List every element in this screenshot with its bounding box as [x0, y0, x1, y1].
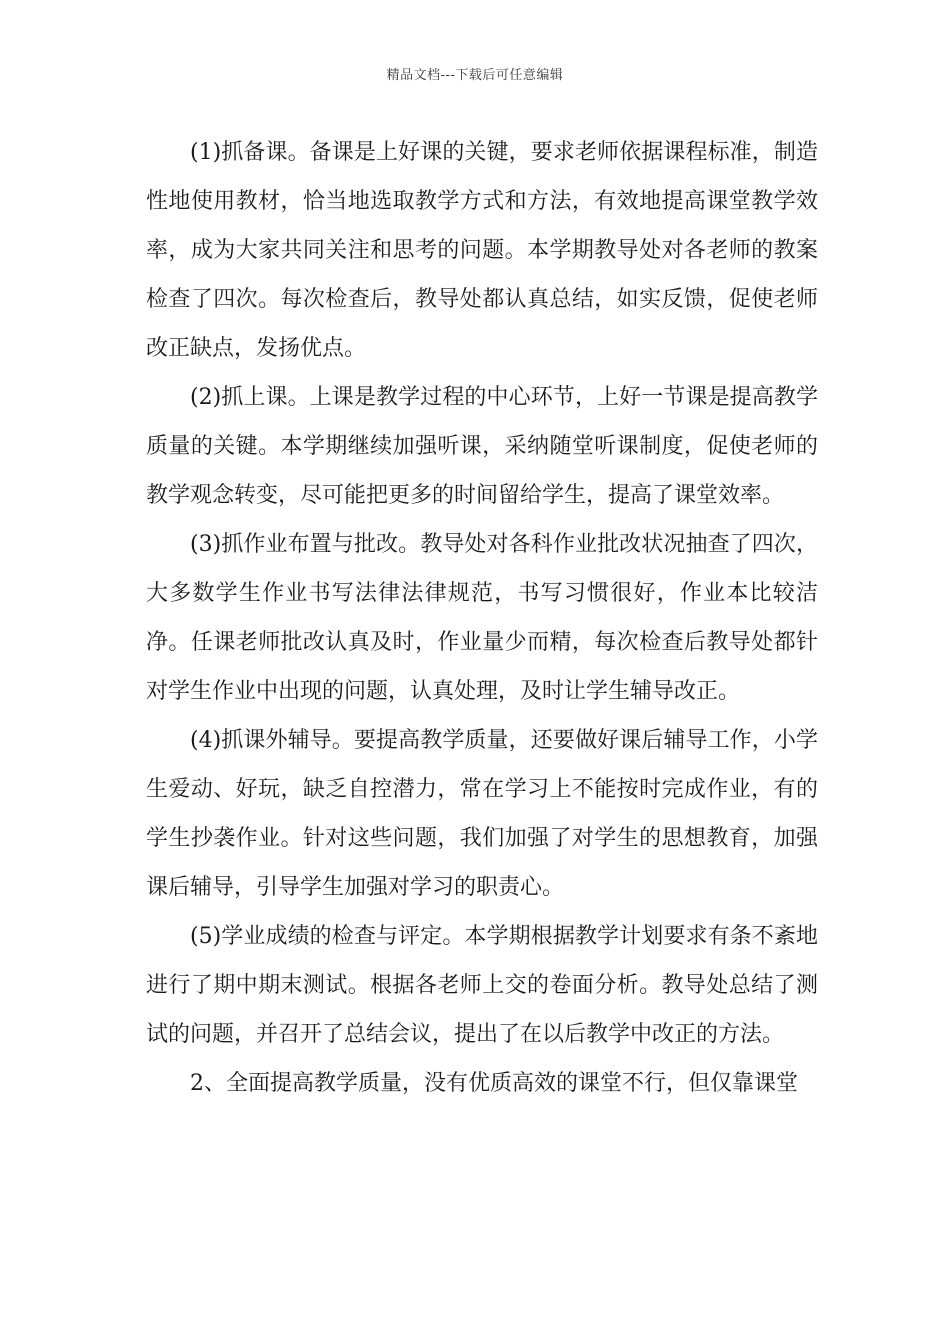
paragraph-homework: (3)抓作业布置与批改。教导处对各科作业批改状况抽查了四次，大多数学生作业书写法律法律规范，书写习惯很好，作业本比较洁净。任课老师批改认真及时，作业量少而精，每次检查后教导处都针对学生作业中出现的问题，认真处理，及时让学生辅导改正。 — [146, 532, 818, 704]
paragraph-assessment: (5)学业成绩的检查与评定。本学期根据教学计划要求有条不紊地进行了期中期末测试。根据各老师上交的卷面分析。教导处总结了测试的问题，并召开了总结会议，提出了在以后教学中改正的方法。 — [146, 924, 818, 1047]
paragraph-quality: 2、全面提高教学质量，没有优质高效的课堂不行，但仅靠课堂 — [190, 1071, 798, 1096]
paragraph-teaching: (2)抓上课。上课是教学过程的中心环节，上好一节课是提高教学质量的关键。本学期继续加强听课，采纳随堂听课制度，促使老师的教学观念转变，尽可能把更多的时间留给学生，提高了课堂效率。 — [146, 385, 818, 508]
paragraph-tutoring: (4)抓课外辅导。要提高教学质量，还要做好课后辅导工作，小学生爱动、好玩，缺乏自控潜力，常在学习上不能按时完成作业，有的学生抄袭作业。针对这些问题，我们加强了对学生的思想教育，加强课后辅导，引导学生加强对学习的职责心。 — [146, 728, 818, 900]
page-header: 精品文档---下载后可任意编辑 — [386, 68, 564, 83]
document-body — [146, 128, 818, 1108]
paragraph-lesson-prep: (1)抓备课。备课是上好课的关键，要求老师依据课程标准，制造性地使用教材，恰当地选取教学方式和方法，有效地提高课堂教学效率，成为大家共同关注和思考的问题。本学期教导处对各老师的教案检查了四次。每次检查后，教导处都认真总结，如实反馈，促使老师改正缺点，发扬优点。 — [146, 140, 818, 361]
